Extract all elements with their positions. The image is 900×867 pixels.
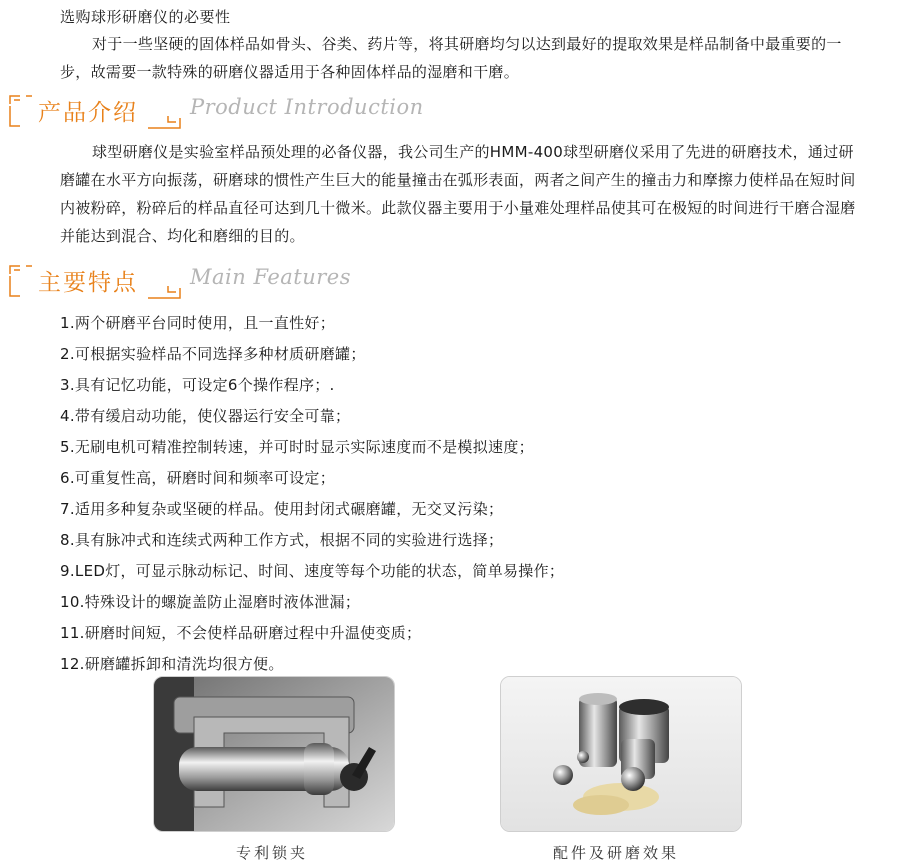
section-title-en: Main Features	[190, 265, 352, 289]
intro-text: 对于一些坚硬的固体样品如骨头、谷类、药片等，将其研磨均匀以达到最好的提取效果是样品制备中最重要的一步，故需要一款特殊的研磨仪器适用于各种固体样品的湿磨和干磨。	[60, 35, 842, 81]
intro-paragraph	[60, 30, 860, 86]
jars-balls-caption: 配件及研磨效果	[553, 844, 680, 862]
clamp-photo	[153, 676, 395, 832]
product-intro-paragraph	[60, 138, 860, 250]
jars-balls-photo	[500, 676, 742, 832]
feature-item: 8.具有脉冲式和连续式两种工作方式，根据不同的实验进行选择；	[60, 531, 504, 549]
feature-item: 6.可重复性高，研磨时间和频率可设定；	[60, 469, 336, 487]
feature-item: 4.带有缓启动功能，使仪器运行安全可靠；	[60, 407, 351, 425]
feature-item: 11.研磨时间短，不会使样品研磨过程中升温使变质；	[60, 624, 422, 642]
section-title-cn: 产品介绍	[38, 100, 138, 126]
feature-item: 12.研磨罐拆卸和清洗均很方便。	[60, 655, 284, 673]
section-heading-product-intro	[8, 92, 428, 132]
feature-item: 3.具有记忆功能，可设定6个操作程序；.	[60, 376, 335, 394]
feature-item: 1.两个研磨平台同时使用，且一直性好；	[60, 314, 336, 332]
section-heading-main-features	[8, 262, 428, 302]
feature-item: 5.无刷电机可精准控制转速，并可时时显示实际速度而不是模拟速度；	[60, 438, 534, 456]
feature-item: 7.适用多种复杂或坚硬的样品。使用封闭式碾磨罐，无交叉污染；	[60, 500, 504, 518]
clamp-caption: 专利锁夹	[236, 844, 309, 862]
intro-title: 选购球形研磨仪的必要性	[60, 8, 231, 26]
section-title-cn: 主要特点	[38, 270, 138, 296]
feature-item: 2.可根据实验样品不同选择多种材质研磨罐；	[60, 345, 366, 363]
product-intro-text: 球型研磨仪是实验室样品预处理的必备仪器，我公司生产的HMM-400球型研磨仪采用了先进的研磨技术，通过研磨罐在水平方向振荡，研磨球的惯性产生巨大的能量撞击在弧形表面，两者之间产生的撞击力和摩擦力使样品在短时间内被粉碎，粉碎后的样品直径可达到几十微米。此款仪器主要用于小量难处理样品使其可在极短的时间进行干磨合湿磨并能达到混合、均化和磨细的目的。	[60, 143, 856, 245]
feature-item: 9.LED灯，可显示脉动标记、时间、速度等每个功能的状态，简单易操作；	[60, 562, 565, 580]
feature-item: 10.特殊设计的螺旋盖防止湿磨时液体泄漏；	[60, 593, 361, 611]
section-title-en: Product Introduction	[190, 95, 424, 119]
feature-list	[60, 308, 564, 680]
